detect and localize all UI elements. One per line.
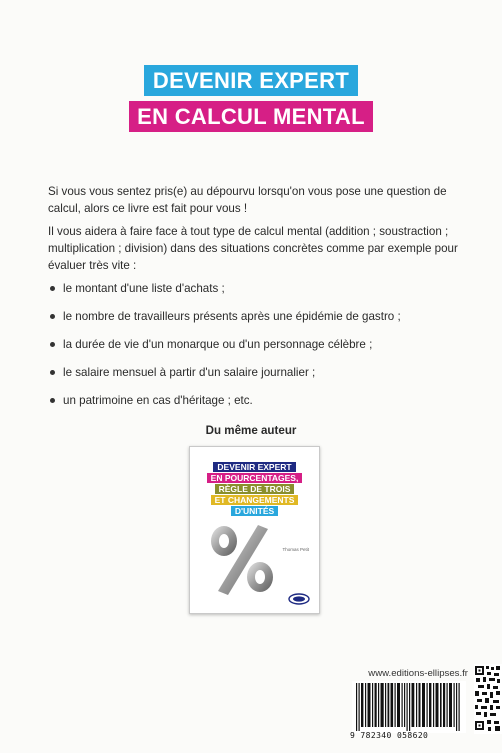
related-title-line4: ET CHANGEMENTS bbox=[203, 495, 306, 506]
related-title-line2: EN POURCENTAGES, bbox=[203, 473, 306, 484]
examples-list bbox=[48, 280, 458, 409]
related-title-line3: RÈGLE DE TROIS bbox=[203, 484, 306, 495]
related-title-line5: D'UNITÉS bbox=[203, 506, 306, 517]
list-item: le nombre de travailleurs présents après une épidémie de gastro ; bbox=[48, 308, 458, 325]
list-item: un patrimoine en cas d'héritage ; etc. bbox=[48, 392, 458, 409]
cover-title-line2 bbox=[0, 101, 502, 132]
qr-code-icon bbox=[474, 664, 502, 734]
cover-title-line2-text: EN CALCUL MENTAL bbox=[129, 101, 373, 132]
list-item: le montant d'une liste d'achats ; bbox=[48, 280, 458, 297]
list-item: la durée de vie d'un monarque ou d'un personnage célèbre ; bbox=[48, 336, 458, 353]
isbn-number: 9 782340 058620 bbox=[350, 731, 429, 740]
book-description bbox=[48, 183, 458, 420]
cover-title-line1 bbox=[0, 65, 502, 96]
publisher-website: www.editions-ellipses.fr bbox=[368, 668, 468, 679]
ellipses-logo-icon bbox=[288, 593, 310, 605]
related-book-author: Thomas Petit bbox=[282, 547, 309, 552]
barcode-icon bbox=[352, 681, 466, 733]
description-paragraph-1: Si vous vous sentez pris(e) au dépourvu lorsqu'on vous pose une question de calcul, alors ce livre est fait pour vous ! bbox=[48, 185, 447, 215]
percent-icon bbox=[202, 519, 282, 599]
cover-title-line1-text: DEVENIR EXPERT bbox=[144, 65, 358, 96]
related-title-line1: DEVENIR EXPERT bbox=[203, 462, 306, 473]
related-book-cover[interactable] bbox=[189, 446, 320, 614]
same-author-heading: Du même auteur bbox=[205, 424, 297, 437]
description-paragraph-2: Il vous aidera à faire face à tout type de calcul mental (addition ; soustraction ; multiplication ; division) dans des situations concrètes comme par exemple pour évaluer très vite : bbox=[48, 225, 458, 272]
list-item: le salaire mensuel à partir d'un salaire journalier ; bbox=[48, 364, 458, 381]
